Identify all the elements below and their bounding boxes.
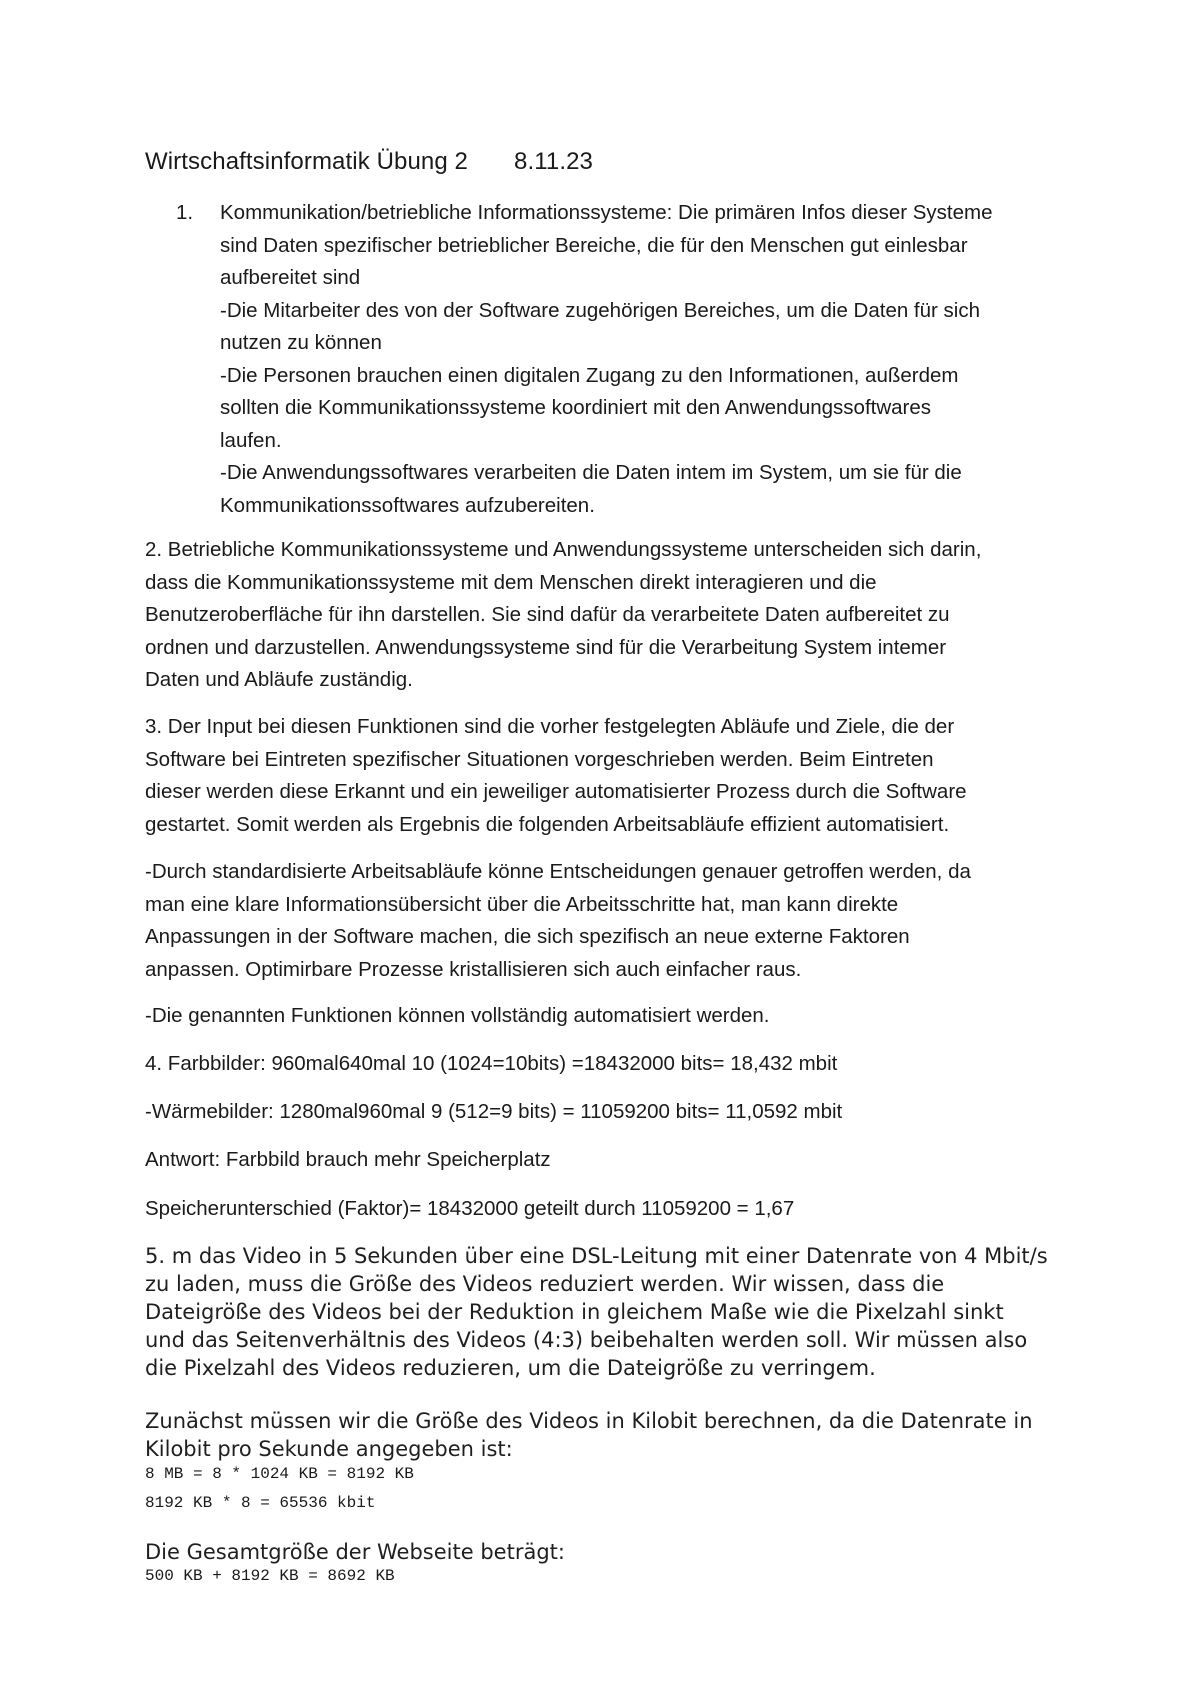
answer-1-content bbox=[220, 197, 1076, 522]
document-title-line bbox=[145, 148, 593, 176]
text-line: Zunächst müssen wir die Größe des Videos in Kilobit berechnen, da die Datenrate in bbox=[145, 1409, 1033, 1433]
text-line: dass die Kommunikationssysteme mit dem Menschen direkt interagieren und die bbox=[145, 570, 877, 594]
text-line: -Die Personen brauchen einen digitalen Zugang zu den Informationen, außerdem bbox=[220, 363, 959, 387]
text-line: laufen. bbox=[220, 428, 282, 452]
text-line: dieser werden diese Erkannt und ein jeweiliger automatisierter Prozess durch die Software bbox=[145, 780, 967, 803]
answer-2 bbox=[145, 534, 1065, 697]
text-line: Kilobit pro Sekunde angegeben ist: bbox=[145, 1437, 513, 1461]
total-size-heading: Die Gesamtgröße der Webseite beträgt: bbox=[145, 1540, 565, 1564]
text-line: Anpassungen in der Software machen, die sich spezifisch an neue externe Faktoren bbox=[145, 925, 910, 948]
document-title: Wirtschaftsinformatik Übung 2 bbox=[145, 148, 469, 175]
answer-4-thermal-images: -Wärmebilder: 1280mal960mal 9 (512=9 bits) = 11059200 bits= 11,0592 mbit bbox=[145, 1100, 843, 1123]
text-line: sind Daten spezifischer betrieblicher Bereiche, die für den Menschen gut einlesbar bbox=[220, 233, 968, 257]
text-line: ordnen und darzustellen. Anwendungssysteme sind für die Verarbeitung System intemer bbox=[145, 635, 947, 659]
text-line: Daten und Abläufe zuständig. bbox=[145, 668, 413, 691]
list-number: 1. bbox=[176, 201, 194, 224]
text-line: gestartet. Somit werden als Ergebnis die folgenden Arbeitsabläufe effizient automatisiert. bbox=[145, 812, 950, 836]
text-line: und das Seitenverhältnis des Videos (4:3) beibehalten werden soll. Wir müssen also bbox=[145, 1328, 1028, 1352]
text-line: 2. Betriebliche Kommunikationssysteme und Anwendungssysteme unterscheiden sich darin, bbox=[145, 538, 982, 561]
text-line: die Pixelzahl des Videos reduzieren, um die Dateigröße zu verringem. bbox=[145, 1356, 876, 1380]
text-line: -Die Mitarbeiter des von der Software zugehörigen Bereiches, um die Daten für sich bbox=[220, 298, 981, 322]
text-line: Kommunikation/betriebliche Informationssysteme: Die primären Infos dieser Systeme bbox=[220, 201, 993, 224]
text-line: Benutzeroberfläche für ihn darstellen. Sie sind dafür da verarbeitete Daten aufbereitet zu bbox=[145, 603, 950, 626]
answer-4-factor: Speicherunterschied (Faktor)= 18432000 geteilt durch 11059200 = 1,67 bbox=[145, 1197, 795, 1220]
text-line: Dateigröße des Videos bei der Reduktion in gleichem Maße wie die Pixelzahl sinkt bbox=[145, 1300, 1004, 1324]
answer-3-followup bbox=[145, 856, 1065, 986]
answer-3 bbox=[145, 711, 1065, 841]
text-line: 3. Der Input bei diesen Funktionen sind die vorher festgelegten Abläufe und Ziele, die der bbox=[145, 715, 955, 738]
text-line: Software bei Eintreten spezifischer Situationen vorgeschrieben werden. Beim Eintreten bbox=[145, 747, 934, 771]
answer-5-calculation-intro bbox=[145, 1407, 1095, 1463]
code-line: 8192 KB * 8 = 65536 kbit bbox=[145, 1494, 376, 1512]
text-line: -Die Anwendungssoftwares verarbeiten die Daten intem im System, um sie für die bbox=[220, 461, 962, 484]
automation-note: -Die genannten Funktionen können vollständig automatisiert werden. bbox=[145, 1004, 770, 1027]
text-line: nutzen zu können bbox=[220, 331, 382, 354]
answer-1 bbox=[176, 197, 1076, 522]
text-line: aufbereitet sind bbox=[220, 266, 361, 289]
text-line: 5. m das Video in 5 Sekunden über eine DSL-Leitung mit einer Datenrate von 4 Mbit/s bbox=[145, 1244, 1048, 1268]
text-line: man eine klare Informationsübersicht über die Arbeitsschritte hat, man kann direkte bbox=[145, 892, 899, 916]
code-line: 500 KB + 8192 KB = 8692 KB bbox=[145, 1567, 395, 1585]
answer-4-color-images: 4. Farbbilder: 960mal640mal 10 (1024=10bits) =18432000 bits= 18,432 mbit bbox=[145, 1052, 838, 1075]
document-date: 8.11.23 bbox=[514, 148, 594, 175]
answer-5 bbox=[145, 1242, 1095, 1382]
text-line: sollten die Kommunikationssysteme koordiniert mit den Anwendungssoftwares bbox=[220, 396, 932, 419]
text-line: anpassen. Optimirbare Prozesse kristallisieren sich auch einfacher raus. bbox=[145, 957, 802, 981]
text-line: Kommunikationssoftwares aufzubereiten. bbox=[220, 493, 595, 517]
code-line: 8 MB = 8 * 1024 KB = 8192 KB bbox=[145, 1465, 414, 1483]
text-line: -Durch standardisierte Arbeitsabläufe könne Entscheidungen genauer getroffen werden, da bbox=[145, 860, 971, 883]
answer-4-result: Antwort: Farbbild brauch mehr Speicherplatz bbox=[145, 1148, 551, 1171]
text-line: zu laden, muss die Größe des Videos reduziert werden. Wir wissen, dass die bbox=[145, 1272, 945, 1296]
